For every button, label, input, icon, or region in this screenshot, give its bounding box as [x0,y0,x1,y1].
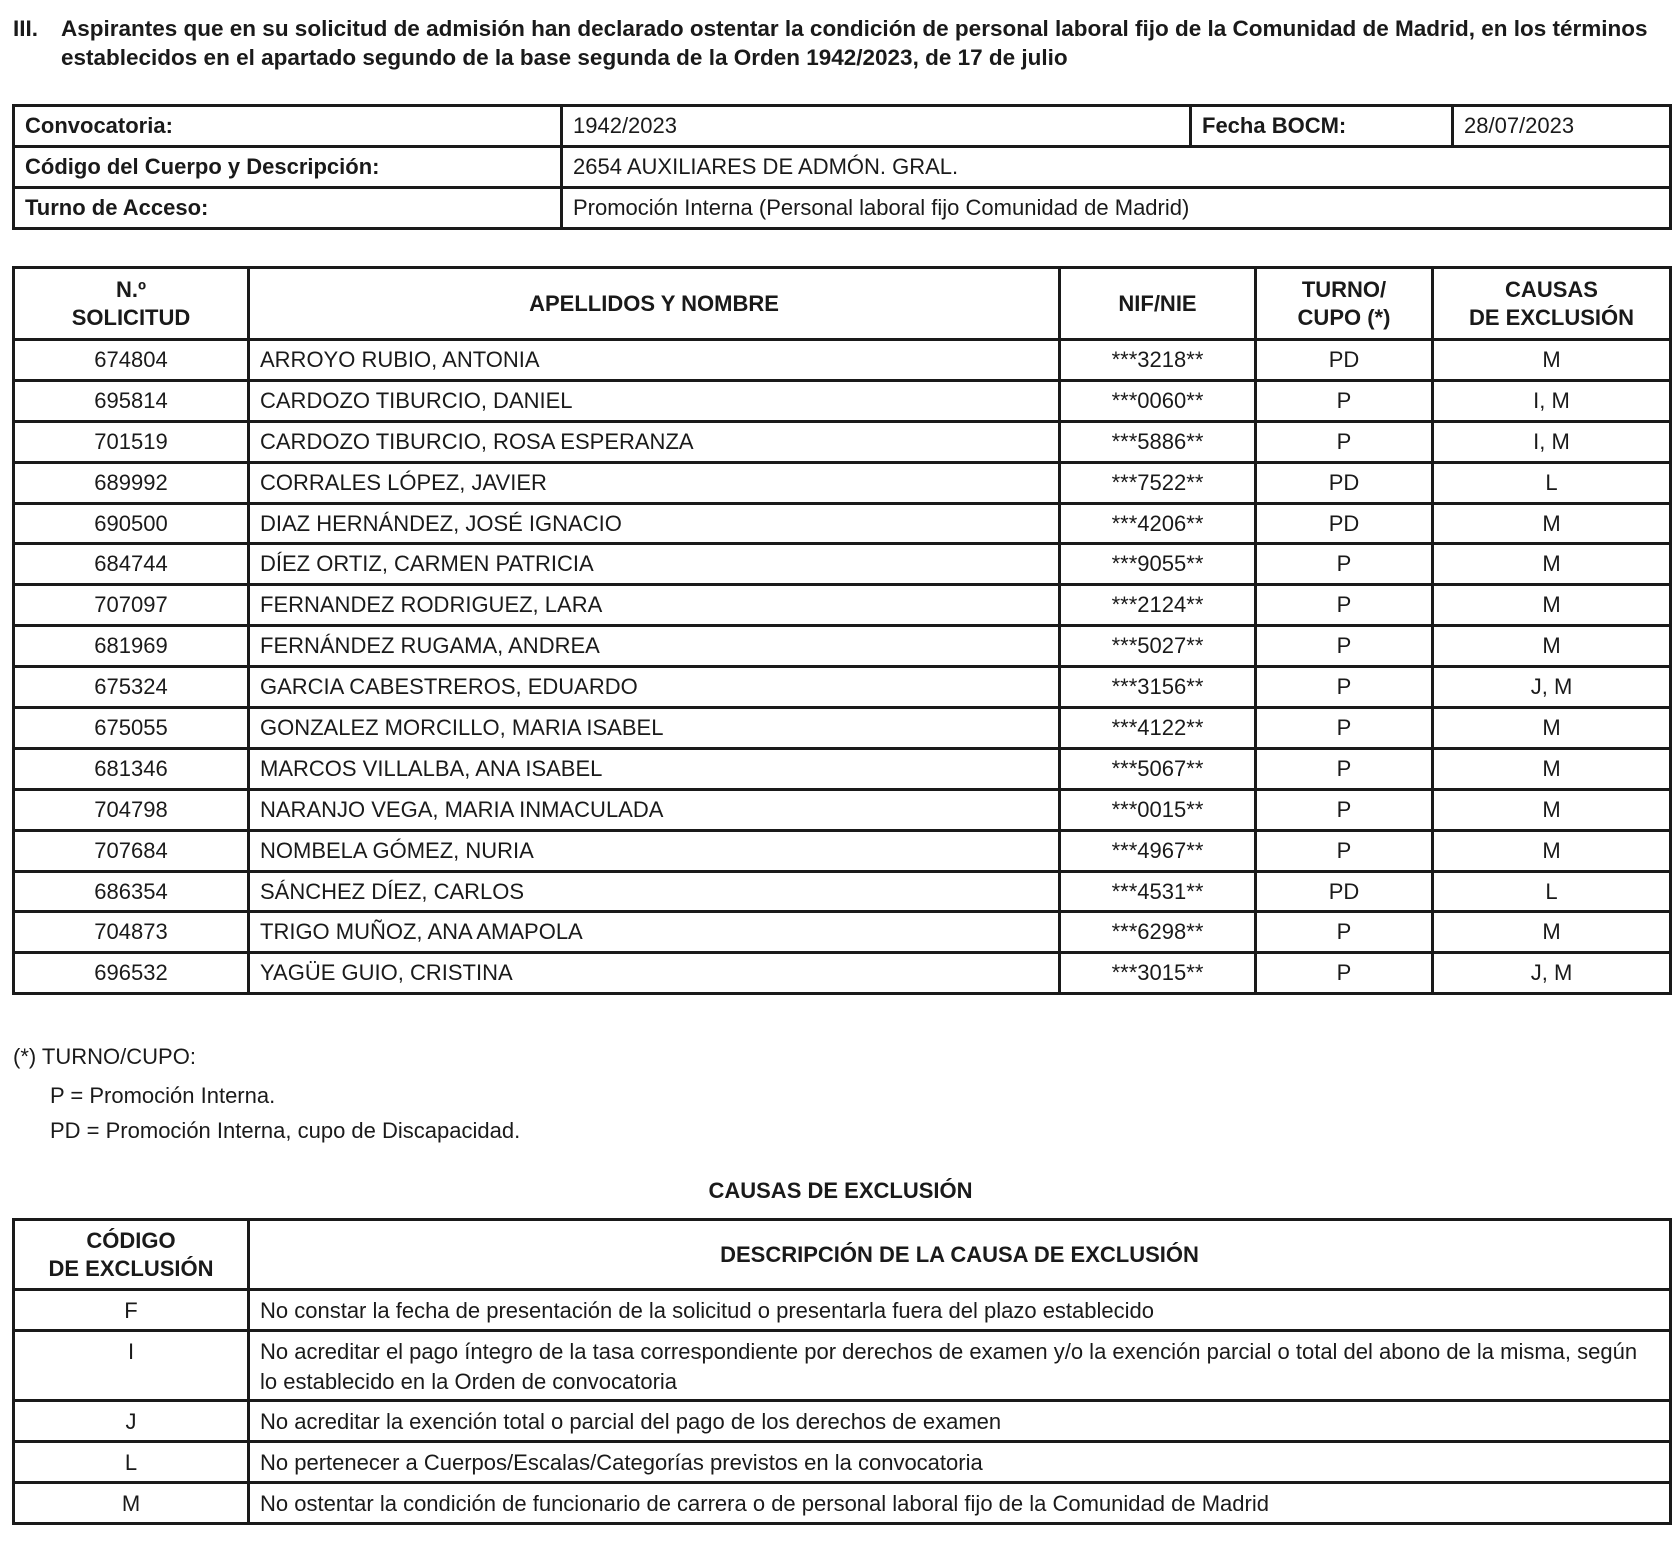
cell-nif: ***4206** [1060,503,1256,544]
cell-descripcion: No constar la fecha de presentación de la solicitud o presentarla fuera del plazo establecido [249,1290,1671,1331]
cell-nif: ***6298** [1060,912,1256,953]
exclusion-header-row [14,1220,1671,1290]
table-row [14,953,1671,994]
cell-nif: ***2124** [1060,585,1256,626]
table-row [14,380,1671,421]
cell-descripcion: No acreditar el pago íntegro de la tasa correspondiente por derechos de examen y/o la exención parcial o total del abono de la misma, según lo establecido en la Orden de convocatoria [249,1331,1671,1401]
cell-causas: M [1433,340,1671,381]
cell-turno: P [1256,708,1433,749]
footnote-p: P = Promoción Interna. [50,1083,276,1108]
cell-nif: ***0060** [1060,380,1256,421]
cell-causas: M [1433,789,1671,830]
cell-turno: P [1256,953,1433,994]
cell-causas: I, M [1433,421,1671,462]
header-turno [1256,268,1433,340]
table-row [14,748,1671,789]
cell-turno: PD [1256,871,1433,912]
aspirantes-table-body [14,340,1671,994]
header-turno-line1: TURNO/ [1301,276,1387,302]
cell-nombre: SÁNCHEZ DÍEZ, CARLOS [249,871,1060,912]
cell-nif: ***9055** [1060,544,1256,585]
table-row [14,830,1671,871]
cell-nif: ***4122** [1060,708,1256,749]
header-codigo [14,1220,249,1290]
cell-turno: P [1256,585,1433,626]
cell-turno: PD [1256,503,1433,544]
cell-causas: I, M [1433,380,1671,421]
cell-codigo: J [14,1401,249,1442]
cell-turno: P [1256,912,1433,953]
cell-nombre: MARCOS VILLALBA, ANA ISABEL [249,748,1060,789]
cell-nombre: CARDOZO TIBURCIO, ROSA ESPERANZA [249,421,1060,462]
table-row [14,789,1671,830]
cell-codigo: L [14,1442,249,1483]
cell-nombre: DÍEZ ORTIZ, CARMEN PATRICIA [249,544,1060,585]
cell-nif: ***7522** [1060,462,1256,503]
cell-causas: M [1433,748,1671,789]
cell-nombre: GONZALEZ MORCILLO, MARIA ISABEL [249,708,1060,749]
cell-nombre: DIAZ HERNÁNDEZ, JOSÉ IGNACIO [249,503,1060,544]
cell-causas: M [1433,626,1671,667]
exclusion-title: CAUSAS DE EXCLUSIÓN [708,1178,973,1203]
cell-nif: ***0015** [1060,789,1256,830]
cell-solicitud: 704798 [14,789,249,830]
header-solicitud [14,268,249,340]
cell-turno: P [1256,789,1433,830]
exclusion-row [14,1401,1671,1442]
cell-causas: J, M [1433,667,1671,708]
footnote-title: (*) TURNO/CUPO: [13,1044,196,1069]
header-solicitud-line1: N.º [115,276,147,302]
cell-nombre: TRIGO MUÑOZ, ANA AMAPOLA [249,912,1060,953]
cell-turno: P [1256,544,1433,585]
header-descripcion: DESCRIPCIÓN DE LA CAUSA DE EXCLUSIÓN [249,1220,1671,1290]
cell-solicitud: 701519 [14,421,249,462]
header-causas [1433,268,1671,340]
cell-causas: M [1433,503,1671,544]
cell-descripcion: No ostentar la condición de funcionario de carrera o de personal laboral fijo de la Comunidad de Madrid [249,1483,1671,1524]
cell-turno: P [1256,626,1433,667]
cell-nombre: YAGÜE GUIO, CRISTINA [249,953,1060,994]
convocatoria-info-table [12,104,1672,230]
header-nif: NIF/NIE [1060,268,1256,340]
cuerpo-label: Código del Cuerpo y Descripción: [14,147,562,188]
table-row [14,708,1671,749]
table-row [14,503,1671,544]
cell-solicitud: 704873 [14,912,249,953]
exclusion-row [14,1483,1671,1524]
section-number: III. [13,16,39,41]
header-codigo-line1: CÓDIGO [86,1227,176,1253]
cell-nif: ***5067** [1060,748,1256,789]
section-heading-text: Aspirantes que en su solicitud de admisión han declarado ostentar la condición de personal laboral fijo de la Comunidad de Madrid, en los términos establecidos en el apartado segundo de la base segunda de la Orden 1942/2023, de 17 de julio [61,16,1648,70]
cell-turno: P [1256,380,1433,421]
cell-solicitud: 695814 [14,380,249,421]
cell-causas: L [1433,462,1671,503]
table-row [14,340,1671,381]
fecha-bocm-label: Fecha BOCM: [1191,106,1453,147]
cell-nombre: FERNANDEZ RODRIGUEZ, LARA [249,585,1060,626]
footnote-pd: PD = Promoción Interna, cupo de Discapacidad. [50,1118,521,1143]
cell-solicitud: 675055 [14,708,249,749]
cell-nif: ***4531** [1060,871,1256,912]
cell-nif: ***3218** [1060,340,1256,381]
cell-solicitud: 689992 [14,462,249,503]
cell-causas: M [1433,585,1671,626]
turno-acceso-label: Turno de Acceso: [14,188,562,229]
turno-acceso-value: Promoción Interna (Personal laboral fijo Comunidad de Madrid) [562,188,1671,229]
info-row-convocatoria [14,106,1671,147]
cell-solicitud: 707684 [14,830,249,871]
table-row [14,912,1671,953]
header-codigo-line2: DE EXCLUSIÓN [48,1255,214,1281]
table-row [14,585,1671,626]
cell-nif: ***5027** [1060,626,1256,667]
cell-nombre: ARROYO RUBIO, ANTONIA [249,340,1060,381]
cell-nif: ***5886** [1060,421,1256,462]
cell-turno: P [1256,748,1433,789]
cell-nif: ***3156** [1060,667,1256,708]
cell-nif: ***3015** [1060,953,1256,994]
cell-solicitud: 690500 [14,503,249,544]
cell-causas: M [1433,544,1671,585]
cell-solicitud: 686354 [14,871,249,912]
exclusion-row [14,1331,1671,1401]
cell-solicitud: 696532 [14,953,249,994]
cell-codigo: M [14,1483,249,1524]
cell-codigo: I [14,1331,249,1401]
header-causas-line1: CAUSAS [1505,276,1598,302]
exclusion-table-body [14,1290,1671,1524]
cell-causas: M [1433,912,1671,953]
cell-solicitud: 707097 [14,585,249,626]
cell-turno: P [1256,667,1433,708]
convocatoria-value: 1942/2023 [562,106,1191,147]
exclusion-codes-table [12,1218,1672,1525]
table-row [14,667,1671,708]
cell-solicitud: 681969 [14,626,249,667]
cell-nombre: NOMBELA GÓMEZ, NURIA [249,830,1060,871]
cell-descripcion: No pertenecer a Cuerpos/Escalas/Categorías previstos en la convocatoria [249,1442,1671,1483]
cell-nif: ***4967** [1060,830,1256,871]
cell-turno: PD [1256,340,1433,381]
info-row-turno [14,188,1671,229]
header-turno-line2: CUPO (*) [1297,304,1391,330]
table-row [14,544,1671,585]
cell-codigo: F [14,1290,249,1331]
cell-solicitud: 684744 [14,544,249,585]
cell-nombre: FERNÁNDEZ RUGAMA, ANDREA [249,626,1060,667]
header-solicitud-line2: SOLICITUD [71,304,191,330]
cell-nombre: CARDOZO TIBURCIO, DANIEL [249,380,1060,421]
cell-turno: P [1256,830,1433,871]
cell-turno: P [1256,421,1433,462]
exclusion-row [14,1290,1671,1331]
info-row-cuerpo [14,147,1671,188]
table-row [14,871,1671,912]
cell-nombre: GARCIA CABESTREROS, EDUARDO [249,667,1060,708]
cell-nombre: CORRALES LÓPEZ, JAVIER [249,462,1060,503]
cell-causas: J, M [1433,953,1671,994]
cell-causas: M [1433,708,1671,749]
cell-descripcion: No acreditar la exención total o parcial del pago de los derechos de examen [249,1401,1671,1442]
cell-nombre: NARANJO VEGA, MARIA INMACULADA [249,789,1060,830]
cell-solicitud: 674804 [14,340,249,381]
table-row [14,626,1671,667]
table-row [14,462,1671,503]
cell-causas: L [1433,871,1671,912]
cell-causas: M [1433,830,1671,871]
table-header-row [14,268,1671,340]
cell-solicitud: 675324 [14,667,249,708]
header-nombre: APELLIDOS Y NOMBRE [249,268,1060,340]
fecha-bocm-value: 28/07/2023 [1453,106,1671,147]
table-row [14,421,1671,462]
convocatoria-label: Convocatoria: [14,106,562,147]
cuerpo-value: 2654 AUXILIARES DE ADMÓN. GRAL. [562,147,1671,188]
exclusion-row [14,1442,1671,1483]
header-causas-line2: DE EXCLUSIÓN [1468,304,1635,330]
cell-turno: PD [1256,462,1433,503]
cell-solicitud: 681346 [14,748,249,789]
aspirantes-table [12,266,1672,995]
